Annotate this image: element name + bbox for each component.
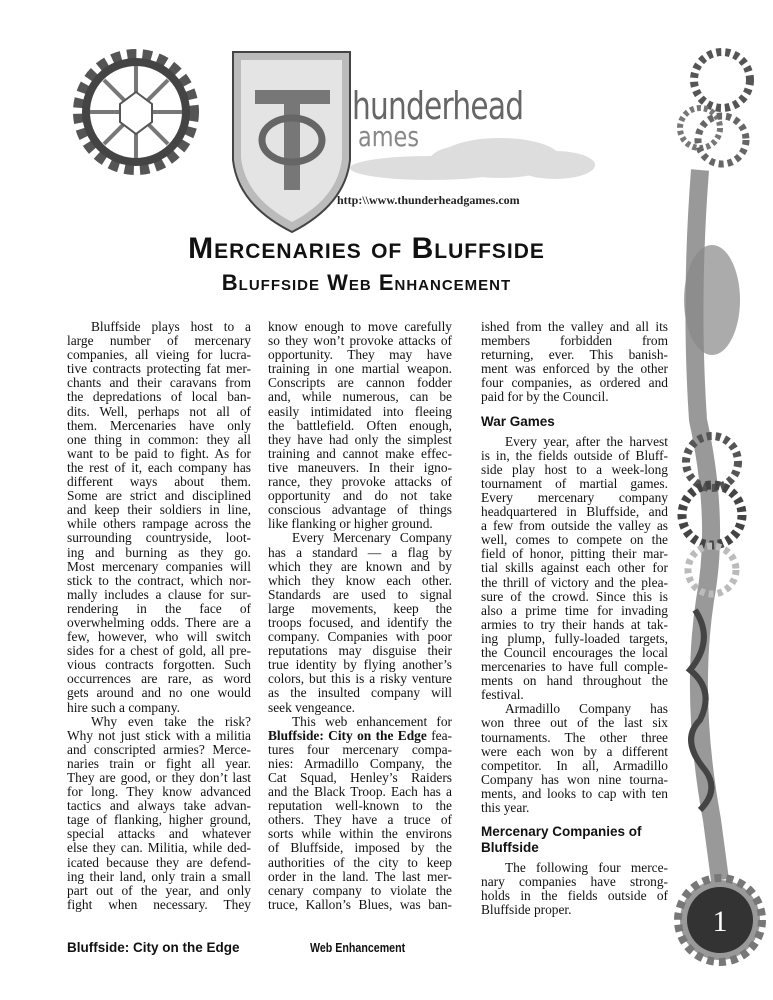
text-line: as the insulted company will bbox=[268, 685, 452, 701]
text-line: returning, ever. This banish- bbox=[481, 347, 668, 363]
text-line: conscious advantage of things bbox=[268, 502, 452, 518]
text-line: true identity by flying another’s bbox=[268, 657, 452, 673]
shield-logo bbox=[233, 52, 350, 232]
text-line: the rest of it, each company has bbox=[67, 459, 251, 475]
footer-section: Web Enhancement bbox=[310, 940, 406, 955]
text-line: chants and their caravans from bbox=[67, 375, 251, 391]
text-line: else they can. Militia, while ded- bbox=[67, 840, 251, 856]
paragraph bbox=[268, 715, 452, 912]
text-line: competitor. In all, Armadillo bbox=[481, 757, 668, 773]
text-line: Company has won nine tourna- bbox=[481, 771, 668, 787]
text-line: while others rampage across the bbox=[67, 516, 251, 532]
text-line: tactics and always take advan- bbox=[67, 798, 251, 814]
text-line: colors, but this is a risky venture bbox=[268, 671, 452, 687]
text-line: tures four mercenary compa- bbox=[268, 741, 452, 757]
text-line: opportunity. They may have bbox=[268, 347, 452, 363]
text-line: They are good, or they don’t last bbox=[67, 770, 251, 785]
text-line: is in, the fields outside of Bluff- bbox=[481, 447, 668, 463]
text-line: authorities of the city to keep bbox=[268, 854, 452, 870]
text-line: field of honor, pitting their mar- bbox=[481, 546, 668, 562]
text-line: ments on hand throughout the bbox=[481, 673, 668, 689]
text-line: icated because they are defend- bbox=[67, 854, 251, 870]
text-line: others. They have a truce of bbox=[268, 812, 452, 828]
paragraph bbox=[268, 320, 452, 531]
paragraph bbox=[268, 531, 452, 714]
text-line: Bluffside: City on the Edge fea- bbox=[268, 727, 452, 743]
text-line: of Bluffside, imposed by the bbox=[268, 840, 452, 856]
text-line: a few from outside the valley as bbox=[481, 518, 668, 534]
paragraph bbox=[481, 435, 668, 703]
text-line: nary companies have strong- bbox=[481, 874, 668, 890]
text-line: Why even take the risk? bbox=[91, 713, 251, 729]
paragraph bbox=[67, 320, 251, 715]
text-line: and, while numerous, can be bbox=[268, 389, 452, 405]
text-line: this year. bbox=[481, 800, 530, 815]
text-line: training and cannot make effec- bbox=[268, 445, 452, 461]
text-line: tial skills against each other for bbox=[481, 560, 668, 576]
text-line: company. Companies with poor bbox=[268, 629, 452, 645]
text-line: ished from the valley and all its bbox=[481, 319, 668, 334]
text-line: Why not just stick with a militia bbox=[67, 727, 251, 743]
text-line: occurrences are rare, as word bbox=[67, 671, 251, 687]
text-line: members forbidden from bbox=[481, 333, 668, 349]
website-url: http:\\www.thunderheadgames.com bbox=[337, 193, 520, 207]
text-line: Bluffside plays host to a bbox=[91, 319, 251, 334]
text-line: fight when necessary. They bbox=[67, 896, 251, 912]
text-line: large number of mercenary bbox=[67, 333, 251, 349]
text-line: surrounding countryside, loot- bbox=[67, 530, 251, 546]
text-line: dits. Well, perhaps not all of bbox=[67, 403, 251, 419]
decorative-border bbox=[678, 52, 762, 962]
text-line: festival. bbox=[481, 687, 524, 703]
text-line: Some are strict and disciplined bbox=[67, 488, 251, 504]
section-heading: Mercenary Companies of Bluffside bbox=[481, 824, 642, 856]
text-line: training in one martial weapon. bbox=[268, 361, 452, 377]
section-heading: War Games bbox=[481, 413, 555, 429]
text-line: the thrill of victory and the plea- bbox=[481, 574, 668, 590]
text-line: like flanking or higher ground. bbox=[268, 516, 433, 532]
paragraph bbox=[481, 320, 668, 405]
text-line: were each won by a different bbox=[481, 743, 668, 759]
text-line: rendering in the face of bbox=[67, 600, 251, 616]
text-line: for long. They know advanced bbox=[67, 784, 251, 800]
paragraph bbox=[67, 715, 251, 912]
text-line: ing and burning as they go. bbox=[67, 544, 251, 560]
text-line: naries train or fight all year. bbox=[67, 755, 251, 771]
text-line: cenary company to violate the bbox=[268, 882, 452, 898]
text-line: mercenaries to have full comple- bbox=[481, 659, 668, 675]
text-line: The following four merce- bbox=[505, 860, 668, 876]
text-line: Every year, after the harvest bbox=[505, 433, 668, 449]
page-title: Mercenaries of Bluffside bbox=[188, 232, 545, 265]
text-line: Cat Squad, Henley’s Raiders bbox=[268, 770, 452, 785]
text-line: easily intimidated into fleeing bbox=[268, 403, 452, 419]
text-line: ing their land, only train a small bbox=[67, 868, 251, 884]
text-line: ing plump, fully-loaded targets, bbox=[481, 630, 668, 646]
text-line: tournament of martial games. bbox=[481, 475, 668, 491]
text-line: ment was enforced by the other bbox=[481, 361, 668, 377]
text-line: seek vengeance. bbox=[268, 699, 355, 715]
text-line: four companies, as ordered and bbox=[481, 375, 668, 391]
gear-icon bbox=[80, 56, 192, 168]
text-line: hire such a company. bbox=[67, 699, 180, 715]
text-line: Standards are used to signal bbox=[268, 586, 452, 602]
page-number: 1 bbox=[712, 905, 728, 938]
text-line: large movements, keep the bbox=[268, 600, 452, 616]
text-column-3 bbox=[481, 320, 668, 917]
text-line: and conscripted armies? Merce- bbox=[67, 741, 251, 757]
text-line: paid for by the Council. bbox=[481, 389, 609, 405]
logo-text-thunderhead: hunderhead bbox=[352, 84, 524, 128]
text-line: them. Mercenaries have only bbox=[67, 417, 251, 433]
text-line: tournaments. The other three bbox=[481, 729, 668, 745]
text-line: order in the land. The last mer- bbox=[268, 868, 452, 884]
text-line: different ways about them. bbox=[67, 474, 251, 490]
text-column-1 bbox=[67, 320, 251, 912]
text-line: nies: Armadillo Company, the bbox=[268, 755, 452, 771]
text-line: Most mercenary companies will bbox=[67, 558, 251, 574]
text-line: one thing in common: they all bbox=[67, 431, 251, 447]
text-line: sure of the crowd. Since this is bbox=[481, 588, 668, 604]
text-line: tage of flanking, higher ground, bbox=[67, 812, 251, 828]
text-line: ments, and looks to cap with ten bbox=[481, 785, 668, 801]
text-line: also a prime time for invading bbox=[481, 602, 668, 618]
text-line: the battlefield. Often enough, bbox=[268, 417, 452, 433]
text-line: has a standard — a flag by bbox=[268, 544, 452, 560]
text-line: which they are known and by bbox=[268, 558, 452, 574]
text-line: vious contracts forgotten. Such bbox=[67, 657, 251, 673]
text-line: reputation well-known to the bbox=[268, 798, 452, 814]
text-line: overwhelming odds. There are a bbox=[67, 614, 251, 630]
text-line: special attacks and whatever bbox=[67, 826, 251, 842]
text-line: few, however, who will switch bbox=[67, 629, 251, 645]
text-line: Armadillo Company has bbox=[505, 701, 668, 717]
text-line: tive contracts protecting fat mer- bbox=[67, 361, 251, 377]
text-line: part out of the year, and only bbox=[67, 882, 251, 898]
text-line: won three out of the last six bbox=[481, 715, 668, 731]
text-line: Every Mercenary Company bbox=[292, 530, 452, 546]
text-line: know enough to move carefully bbox=[268, 319, 452, 334]
text-column-2 bbox=[268, 320, 452, 912]
text-line: want to be paid to fight. As for bbox=[67, 445, 251, 461]
text-line: and the Black Troop. Each has a bbox=[268, 784, 452, 800]
text-line: companies, all vieing for lucra- bbox=[67, 347, 251, 363]
text-line: troops focused, and identify the bbox=[268, 614, 452, 630]
text-line: reputations may disguise their bbox=[268, 643, 452, 659]
text-line: and keep their soldiers in line, bbox=[67, 502, 251, 518]
text-line: well, comes to compete on the bbox=[481, 532, 668, 548]
text-line: Bluffside proper. bbox=[481, 902, 572, 918]
paragraph bbox=[481, 861, 668, 917]
text-line: opportunity and do not take bbox=[268, 488, 452, 504]
text-line: gets around and no one would bbox=[67, 685, 251, 701]
text-line: they have had only the simplest bbox=[268, 431, 452, 447]
text-line: mally includes a clause for sur- bbox=[67, 586, 251, 602]
footer-book-title: Bluffside: City on the Edge bbox=[67, 940, 240, 955]
text-line: which they know each other. bbox=[268, 572, 452, 588]
text-line: side play host to a week-long bbox=[481, 461, 668, 477]
text-line: sides for a chest of gold, all pre- bbox=[67, 643, 251, 659]
text-line: stick to the contract, which nor- bbox=[67, 572, 251, 588]
book-title-reference: Bluffside: City on the Edge bbox=[268, 727, 427, 743]
text-line: Conscripts are cannon fodder bbox=[268, 375, 452, 391]
text-line: headquartered in Bluffside, and bbox=[481, 504, 668, 520]
text-line: This web enhancement for bbox=[292, 713, 452, 729]
page-subtitle: Bluffside Web Enhancement bbox=[221, 270, 512, 295]
text-line: Every mercenary company bbox=[481, 489, 668, 505]
text-line: the depredations of local ban- bbox=[67, 389, 251, 405]
text-line: holds in the fields outside of bbox=[481, 888, 668, 904]
text-line: so they won’t provoke attacks of bbox=[268, 333, 452, 349]
text-line: truce, Kallon’s Blues, was ban- bbox=[268, 896, 452, 912]
paragraph bbox=[481, 702, 668, 815]
text-line: sorts while within the environs bbox=[268, 826, 452, 842]
text-line: the Council encourages the local bbox=[481, 644, 668, 660]
logo-text-games: ames bbox=[358, 120, 419, 153]
text-line: rance, they provoke attacks of bbox=[268, 474, 452, 490]
text-line: armies to try their hands at tak- bbox=[481, 616, 668, 632]
text-line: tive maneuvers. In their igno- bbox=[268, 459, 452, 475]
